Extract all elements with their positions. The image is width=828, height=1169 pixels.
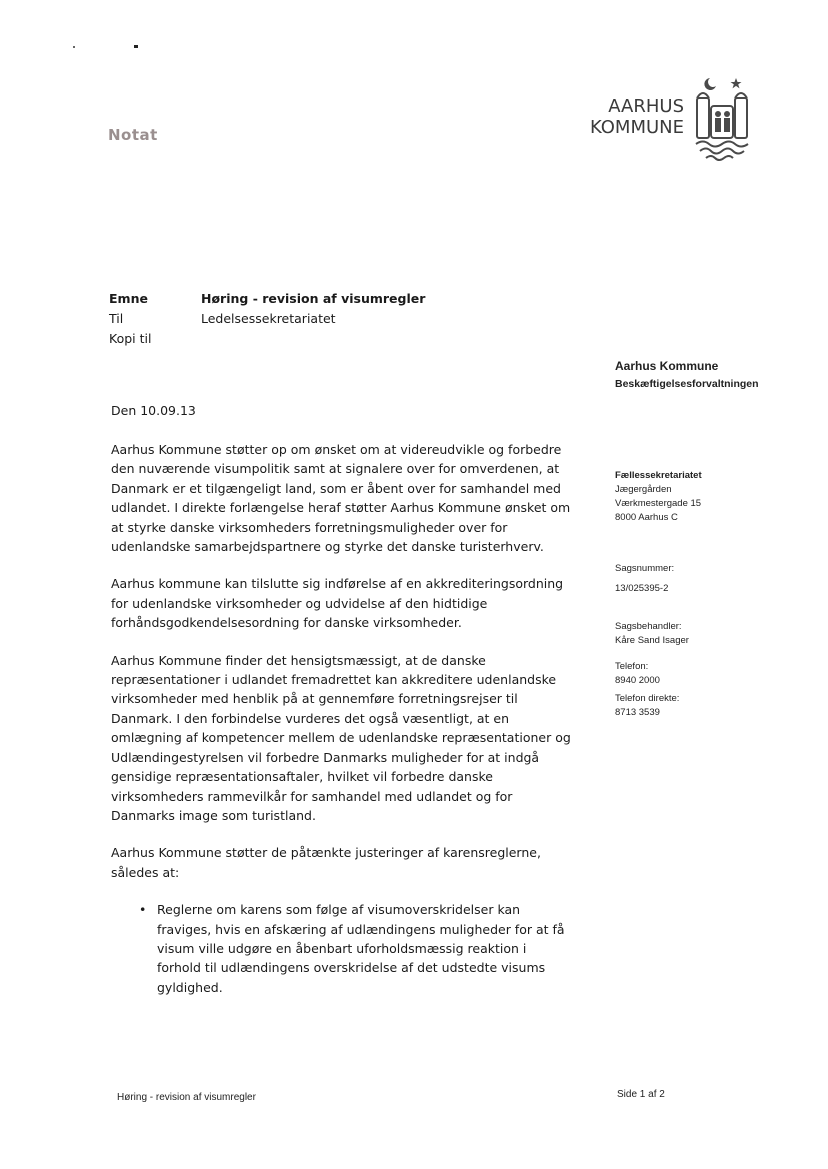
footer-title: Høring - revision af visumregler — [117, 1092, 256, 1103]
bullet-list — [111, 900, 573, 997]
direct-phone-value: 8713 3539 — [615, 707, 660, 718]
sidebar-address-line: 8000 Aarhus C — [615, 512, 678, 523]
subject-row — [109, 289, 425, 309]
bullet-icon: • — [139, 902, 147, 918]
to-value: Ledelsessekretariatet — [201, 311, 336, 326]
sidebar-phone — [615, 660, 679, 720]
subject-value: Høring - revision af visumregler — [201, 291, 426, 306]
sidebar-department: Beskæftigelsesforvaltningen — [615, 378, 759, 390]
to-label: Til — [109, 311, 124, 326]
cc-label: Kopi til — [109, 331, 152, 346]
page-number: Side 1 af 2 — [617, 1089, 665, 1100]
body-paragraph: Aarhus Kommune finder det hensigtsmæssigt, at de danske repræsentationer i udlandet fremadrettet kan akkreditere udenlandske virksomheder med henblik på at gennemføre forretningsrejser til Danmark. I den forbindelse vurderes det også væsentligt, at en omlægning af kompetencer mellem de udenlandske repræsentationer og Udlændingestyrelsen vil forbedre Danmarks muligheder for at indgå gensidige repræsentationsaftaler, hvilket vil forbedre danske virksomheders rammevilkår for samhandel med udlandet og for Danmarks image som turistland. — [111, 652, 571, 823]
document-type-label: Notat — [108, 126, 158, 144]
sidebar-case — [615, 562, 674, 596]
direct-phone-label: Telefon direkte: — [615, 693, 680, 704]
scan-speck — [73, 46, 75, 48]
sidebar-address-line: Jægergården — [615, 484, 672, 495]
logo-line-1: AARHUS — [608, 96, 684, 117]
sidebar-address — [615, 469, 702, 525]
memo-body — [111, 440, 573, 997]
cc-row — [109, 329, 425, 349]
body-paragraph: Aarhus kommune kan tilslutte sig indførelse af en akkrediteringsordning for udenlandske virksomheder og udvidelse af den hidtidige forhåndsgodkendelsesordning for danske virksomheder. — [111, 576, 564, 631]
document-date: Den 10.09.13 — [111, 403, 196, 418]
case-number-label: Sagsnummer: — [615, 563, 675, 574]
bullet-text: Reglerne om karens som følge af visumoverskridelser kan fraviges, hvis en afskæring af udlændingens muligheder for at få visum ville udgøre en åbenbart uforholdsmæssig reaktion i forhold til udlændingens overskridelse af det udstedte visums gyldighed. — [157, 902, 565, 995]
city-crest-icon — [692, 72, 752, 164]
body-paragraph: Aarhus Kommune støtter de påtænkte justeringer af karensreglerne, således at: — [111, 845, 541, 880]
case-handler-label: Sagsbehandler: — [615, 621, 682, 632]
phone-label: Telefon: — [615, 661, 649, 672]
case-number-value: 13/025395-2 — [615, 583, 669, 594]
sidebar-address-line: Værkmestergade 15 — [615, 498, 702, 509]
scan-speck — [134, 45, 138, 48]
sidebar-office: Fællessekretariatet — [615, 470, 702, 481]
phone-value: 8940 2000 — [615, 675, 660, 686]
list-item — [111, 900, 573, 997]
sidebar-organization: Aarhus Kommune — [615, 359, 719, 373]
body-paragraph: Aarhus Kommune støtter op om ønsket om at videreudvikle og forbedre den nuværende visumpolitik samt at signalere over for omverdenen, at Danmark er et tilgængeligt land, som er åbent over for samhandel med udlandet. I direkte forlængelse heraf støtter Aarhus Kommune ønsket om at styrke danske virksomheders forretningsmuligheder over for udenlandske samarbejdspartnere og styrke det danske turisterhverv. — [111, 442, 571, 555]
logo-line-2: KOMMUNE — [589, 117, 684, 138]
subject-label: Emne — [109, 291, 148, 306]
logo-wordmark — [582, 96, 684, 138]
to-row — [109, 309, 425, 329]
memo-header-fields — [109, 289, 425, 349]
case-handler-value: Kåre Sand Isager — [615, 635, 689, 646]
sidebar-handler — [615, 620, 689, 648]
